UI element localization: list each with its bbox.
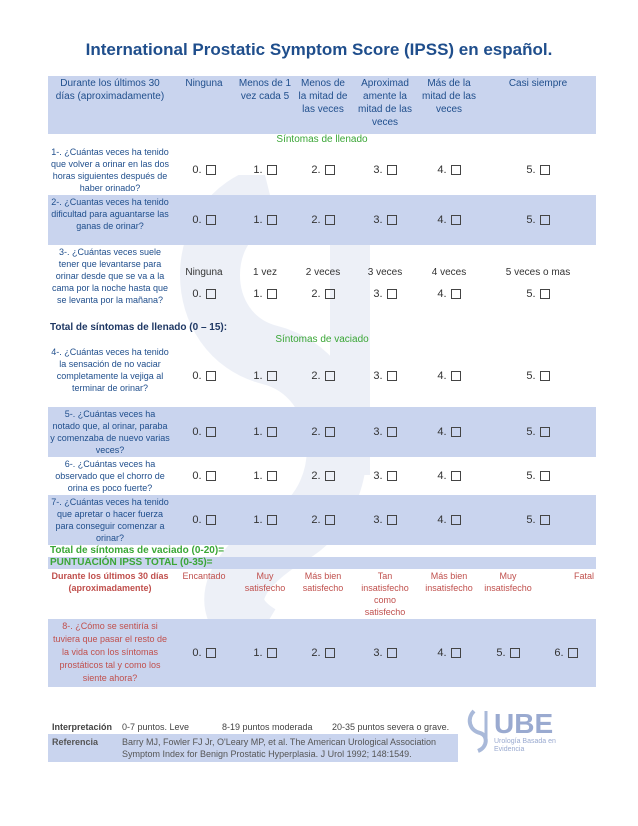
header-col-5: Casi siempre xyxy=(480,76,596,134)
header-col-0: Ninguna xyxy=(172,76,236,134)
logo-line1: Urología Basada en xyxy=(494,738,556,745)
checkbox-q2-0[interactable] xyxy=(206,215,216,225)
checkbox-q2-4[interactable] xyxy=(451,215,461,225)
interp-moderate: 8-19 puntos moderada xyxy=(222,722,313,732)
checkbox-q1-4[interactable] xyxy=(451,165,461,175)
question-6: 6-. ¿Cuántas veces ha observado que el chorro de orina es poco fuerte? xyxy=(55,459,165,493)
checkbox-q3-1[interactable] xyxy=(267,289,277,299)
checkbox-q4-2[interactable] xyxy=(325,371,335,381)
checkbox-q3-4[interactable] xyxy=(451,289,461,299)
question-8: 8-. ¿Cómo se sentiría si tuviera que pasar el resto de la vida con los síntomas prostáticos tal y como los siente ahora? xyxy=(48,619,172,687)
checkbox-q6-0[interactable] xyxy=(206,471,216,481)
checkbox-q7-3[interactable] xyxy=(387,515,397,525)
sat-col-5: Muy insatisfecho xyxy=(484,571,532,593)
checkbox-q1-2[interactable] xyxy=(325,165,335,175)
reference-label: Referencia xyxy=(48,734,118,762)
checkbox-q1-0[interactable] xyxy=(206,165,216,175)
checkbox-q6-2[interactable] xyxy=(325,471,335,481)
checkbox-q8-5[interactable] xyxy=(510,648,520,658)
checkbox-q1-1[interactable] xyxy=(267,165,277,175)
interpretation-label: Interpretación xyxy=(52,722,113,732)
interp-severe: 20-35 puntos severa o grave. xyxy=(332,722,450,732)
logo-name: UBE xyxy=(494,708,554,739)
checkbox-q3-5[interactable] xyxy=(540,289,550,299)
sat-col-2: Más bien satisfecho xyxy=(302,571,344,593)
question-4: 4-. ¿Cuántas veces ha tenido la sensación de no vaciar completamente la vejiga al terminar de orinar? xyxy=(51,347,169,393)
checkbox-q8-6[interactable] xyxy=(568,648,578,658)
checkbox-q7-0[interactable] xyxy=(206,515,216,525)
question-row: 5-. ¿Cuántas veces ha notado que, al orinar, paraba y comenzaba de nuevo varias veces? 0. 1. 2. 3. 4. 5. xyxy=(48,407,596,457)
reference-text: Barry MJ, Fowler FJ Jr, O'Leary MP, et al. The American Urological Association Symptom Index for Benign Prostatic Hyperplasia. J Urol 1992; 148:1549. xyxy=(118,734,458,762)
question-row: 4-. ¿Cuántas veces ha tenido la sensación de no vaciar completamente la vejiga al terminar de orinar? 0. 1. 2. 3. 4. 5. xyxy=(48,345,596,407)
question-row: 8-. ¿Cómo se sentiría si tuviera que pasar el resto de la vida con los síntomas prostáticos tal y como los siente ahora? 0. 1. 2. 3. 4. 5. 6. xyxy=(48,619,596,687)
checkbox-q5-5[interactable] xyxy=(540,427,550,437)
checkbox-q8-2[interactable] xyxy=(325,648,335,658)
question-7: 7-. ¿Cuántas veces ha tenido que apretar o hacer fuerza para conseguir comenzar a orinar? xyxy=(48,495,172,545)
checkbox-q2-1[interactable] xyxy=(267,215,277,225)
checkbox-q2-2[interactable] xyxy=(325,215,335,225)
header-col-2: Menos de la mitad de las veces xyxy=(294,76,352,134)
sat-col-0: Encantado xyxy=(182,571,226,581)
ube-logo xyxy=(466,705,596,755)
ipss-table xyxy=(48,76,596,687)
checkbox-q6-5[interactable] xyxy=(540,471,550,481)
reference-row xyxy=(48,734,458,762)
checkbox-q8-1[interactable] xyxy=(267,648,277,658)
question-3: 3-. ¿Cuántas veces suele tener que levantarse para orinar desde que se va a la cama por la noche hasta que se levanta por la mañana? xyxy=(51,247,169,305)
header-col-4: Más de la mitad de las veces xyxy=(418,76,480,134)
question-row: 7-. ¿Cuántas veces ha tenido que apretar o hacer fuerza para conseguir comenzar a orinar? 0. 1. 2. 3. 4. 5. xyxy=(48,495,596,545)
total-ipss-row xyxy=(48,557,596,569)
checkbox-q7-5[interactable] xyxy=(540,515,550,525)
checkbox-q3-2[interactable] xyxy=(325,289,335,299)
checkbox-q2-5[interactable] xyxy=(540,215,550,225)
header-col-3: Aproximad amente la mitad de las veces xyxy=(352,76,418,134)
checkbox-q7-4[interactable] xyxy=(451,515,461,525)
checkbox-q6-4[interactable] xyxy=(451,471,461,481)
page-title: International Prostatic Symptom Score (IPSS) en español. xyxy=(85,40,553,59)
checkbox-q5-4[interactable] xyxy=(451,427,461,437)
section-filling: Síntomas de llenado xyxy=(276,134,368,145)
checkbox-q8-3[interactable] xyxy=(387,648,397,658)
checkbox-q4-5[interactable] xyxy=(540,371,550,381)
checkbox-q5-0[interactable] xyxy=(206,427,216,437)
interp-mild: 0-7 puntos. Leve xyxy=(122,722,190,732)
sat-col-1: Muy satisfecho xyxy=(244,571,286,593)
checkbox-q2-3[interactable] xyxy=(387,215,397,225)
sat-col-3: Tan insatisfecho como satisfecho xyxy=(361,571,409,617)
checkbox-q5-3[interactable] xyxy=(387,427,397,437)
header-col-1: Menos de 1 vez cada 5 xyxy=(236,76,294,134)
checkbox-q6-3[interactable] xyxy=(387,471,397,481)
total-filling: Total de síntomas de llenado (0 – 15): xyxy=(50,322,228,333)
total-voiding-row xyxy=(48,545,596,557)
question-row: 6-. ¿Cuántas veces ha observado que el chorro de orina es poco fuerte? 0. 1. 2. 3. 4. 5. xyxy=(48,457,596,495)
checkbox-q1-3[interactable] xyxy=(387,165,397,175)
header-question: Durante los últimos 30 días (aproximadamente) xyxy=(48,76,172,134)
checkbox-q4-4[interactable] xyxy=(451,371,461,381)
question-5: 5-. ¿Cuántas veces ha notado que, al orinar, paraba y comenzaba de nuevo varias veces? xyxy=(48,407,172,457)
logo-line2: Evidencia xyxy=(494,746,525,753)
question-2: 2-. ¿Cuantas veces ha tenido dificultad para aguantarse las ganas de orinar? xyxy=(48,195,172,245)
question-row: 2-. ¿Cuantas veces ha tenido dificultad para aguantarse las ganas de orinar? 0. 1. 2. 3. 4. 5. xyxy=(48,195,596,245)
question-1: 1-. ¿Cuántas veces ha tenido que volver a orinar en las dos horas siguientes después de haber orinado? xyxy=(50,147,170,193)
checkbox-q8-0[interactable] xyxy=(206,648,216,658)
total-filling-row xyxy=(48,321,596,334)
checkbox-q5-1[interactable] xyxy=(267,427,277,437)
checkbox-q3-0[interactable] xyxy=(206,289,216,299)
checkbox-q1-5[interactable] xyxy=(540,165,550,175)
footer-table xyxy=(48,720,458,762)
satisfaction-header-row xyxy=(48,569,596,619)
total-ipss: PUNTUACIÓN IPSS TOTAL (0-35)= xyxy=(48,557,596,569)
section-voiding: Síntomas de vaciado xyxy=(275,334,369,345)
question-row: 3-. ¿Cuántas veces suele tener que levantarse para orinar desde que se va a la cama por la noche hasta que se levanta por la mañana? Ninguna 0. 1 vez 1. 2 veces 2. 3 veces 3. 4 veces 4. 5 veces o mas 5. xyxy=(48,245,596,321)
checkbox-q7-2[interactable] xyxy=(325,515,335,525)
header-row xyxy=(48,76,596,134)
satisfaction-question-header: Durante los últimos 30 días (aproximadamente) xyxy=(51,571,169,593)
checkbox-q6-1[interactable] xyxy=(267,471,277,481)
sat-col-4: Más bien insatisfecho xyxy=(425,571,473,593)
checkbox-q3-3[interactable] xyxy=(387,289,397,299)
checkbox-q4-0[interactable] xyxy=(206,371,216,381)
sat-col-6: Fatal xyxy=(574,571,595,581)
checkbox-q4-1[interactable] xyxy=(267,371,277,381)
checkbox-q7-1[interactable] xyxy=(267,515,277,525)
question-row: 1-. ¿Cuántas veces ha tenido que volver a orinar en las dos horas siguientes después de haber orinado? 0. 1. 2. 3. 4. 5. xyxy=(48,145,596,195)
checkbox-q4-3[interactable] xyxy=(387,371,397,381)
checkbox-q5-2[interactable] xyxy=(325,427,335,437)
total-voiding: Total de síntomas de vaciado (0-20)= xyxy=(50,545,225,556)
interpretation-row xyxy=(48,720,458,734)
checkbox-q8-4[interactable] xyxy=(451,648,461,658)
